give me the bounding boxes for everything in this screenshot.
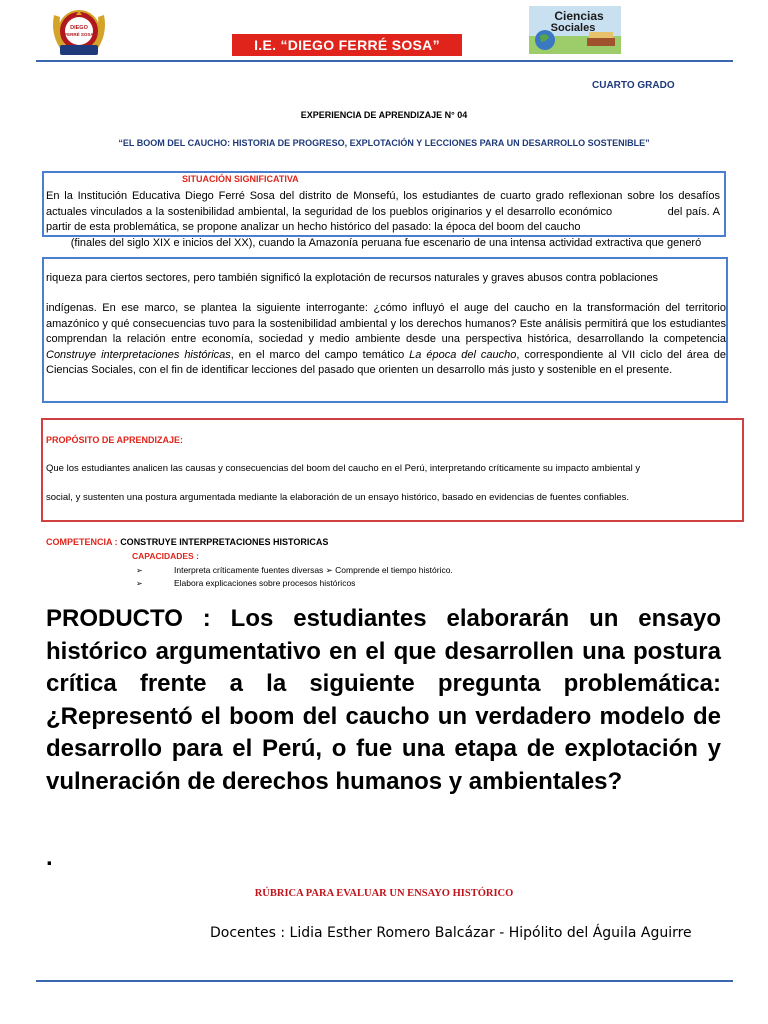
header-divider — [36, 60, 733, 62]
producto-paragraph: PRODUCTO : Los estudiantes elaborarán un ensayo histórico argumentativo en el que desarrollen una postura crítica frente a la siguiente pregunta problemática: ¿Representó el boom del caucho un verdadero modelo de desarrollo para el Perú, o fue una etapa de explotación y vulneración de derechos humanos y ambientales? — [46, 605, 721, 795]
competencia-row — [46, 537, 328, 547]
rubrica-title: RÚBRICA PARA EVALUAR UN ENSAYO HISTÓRICO — [254, 888, 514, 899]
situacion-line-5c: , en el marco del campo temático — [230, 348, 410, 361]
situacion-line-2: del país. A partir de esta problemática, se propone analizar un hecho histórico del pasado: la época del boom del caucho — [46, 205, 721, 233]
competencia-value: CONSTRUYE INTERPRETACIONES HISTORICAS — [120, 537, 329, 547]
logo-right-text-2: Sociales — [550, 22, 596, 34]
competencia-label: COMPETENCIA : — [46, 537, 118, 547]
capacidad-text: Interpreta críticamente fuentes diversas ➢ Comprende el tiempo histórico. — [174, 565, 453, 575]
campo-tematico-italic: La época del caucho — [409, 348, 517, 361]
ciencias-sociales-logo — [529, 6, 621, 54]
proposito-line-1: Que los estudiantes analicen las causas y consecuencias del boom del caucho en el Perú, interpretando críticamente su impacto ambiental y — [46, 463, 641, 474]
competencia-italic: Construye interpretaciones históricas — [46, 348, 231, 361]
situacion-paragraph-2 — [46, 301, 726, 379]
situacion-line-5e: , correspondiente al VII ciclo del área de Ciencias Sociales, con el fin de identificar lecciones del pasado que orienten un desarrollo más justo y sostenible en el presente. — [46, 348, 726, 376]
logo-text-1: DIEGO — [70, 25, 88, 31]
docentes-line: Docentes : Lidia Esther Romero Balcázar - Hipólito del Águila Aguirre — [210, 925, 692, 941]
capacidades-label: CAPACIDADES : — [132, 551, 199, 561]
arrow-bullet-icon: ➢ — [136, 579, 143, 588]
capacidad-item — [136, 565, 453, 576]
situacion-line-4: riqueza para ciertos sectores, pero también significó la explotación de recursos naturales y graves abusos contra poblaciones — [46, 272, 659, 284]
experience-subtitle: “EL BOOM DEL CAUCHO: HISTORIA DE PROGRESO, EXPLOTACIÓN Y LECCIONES PARA UN DESARROLLO SOSTENIBLE” — [118, 138, 650, 148]
school-logo — [48, 5, 110, 61]
arrow-bullet-icon: ➢ — [136, 566, 143, 575]
situacion-line-5a: indígenas. En ese marco, se plantea la siguiente interrogante: ¿cómo influyó el auge del caucho en la transformación del territorio amazónico y qué consecuencias tuvo para la sostenibilidad ambiental y los derechos humanos? Este análisis permitirá que los estudiantes comprendan la relación entre economía, sociedad y medio ambiente desde una perspectiva histórica, desarrollando la competencia — [46, 302, 726, 345]
footer-divider — [36, 980, 733, 982]
school-name-banner: I.E. “DIEGO FERRÉ SOSA” — [232, 34, 462, 56]
producto-trailing-dot: . — [46, 844, 53, 871]
situacion-title: SITUACIÓN SIGNIFICATIVA — [182, 174, 299, 184]
situacion-paragraph-1 — [46, 189, 720, 236]
experience-title: EXPERIENCIA DE APRENDIZAJE N° 04 — [300, 110, 468, 120]
proposito-line-2: social, y sustenten una postura argumentada mediante la elaboración de un ensayo histórico, basado en evidencias de fuentes confiables. — [46, 492, 630, 503]
capacidad-text: Elabora explicaciones sobre procesos históricos — [174, 578, 356, 588]
proposito-title: PROPÓSITO DE APRENDIZAJE: — [46, 435, 184, 445]
situacion-line-3: (finales del siglo XIX e inicios del XX), cuando la Amazonía peruana fue escenario de una intensa actividad extractiva que generó — [70, 237, 702, 249]
situacion-line-1: En la Institución Educativa Diego Ferré Sosa del distrito de Monsefú, los estudiantes de cuarto grado reflexionan sobre los desafíos actuales vinculados a la sostenibilidad ambiental, la seguridad de los pueblos originarios y el desarrollo económico — [46, 190, 720, 218]
grade-label: CUARTO GRADO — [592, 80, 675, 91]
capacidad-item — [136, 578, 355, 588]
logo-right-text-1: Ciencias — [554, 9, 604, 23]
logo-text-2: FERRÉ SOSA — [64, 32, 94, 37]
